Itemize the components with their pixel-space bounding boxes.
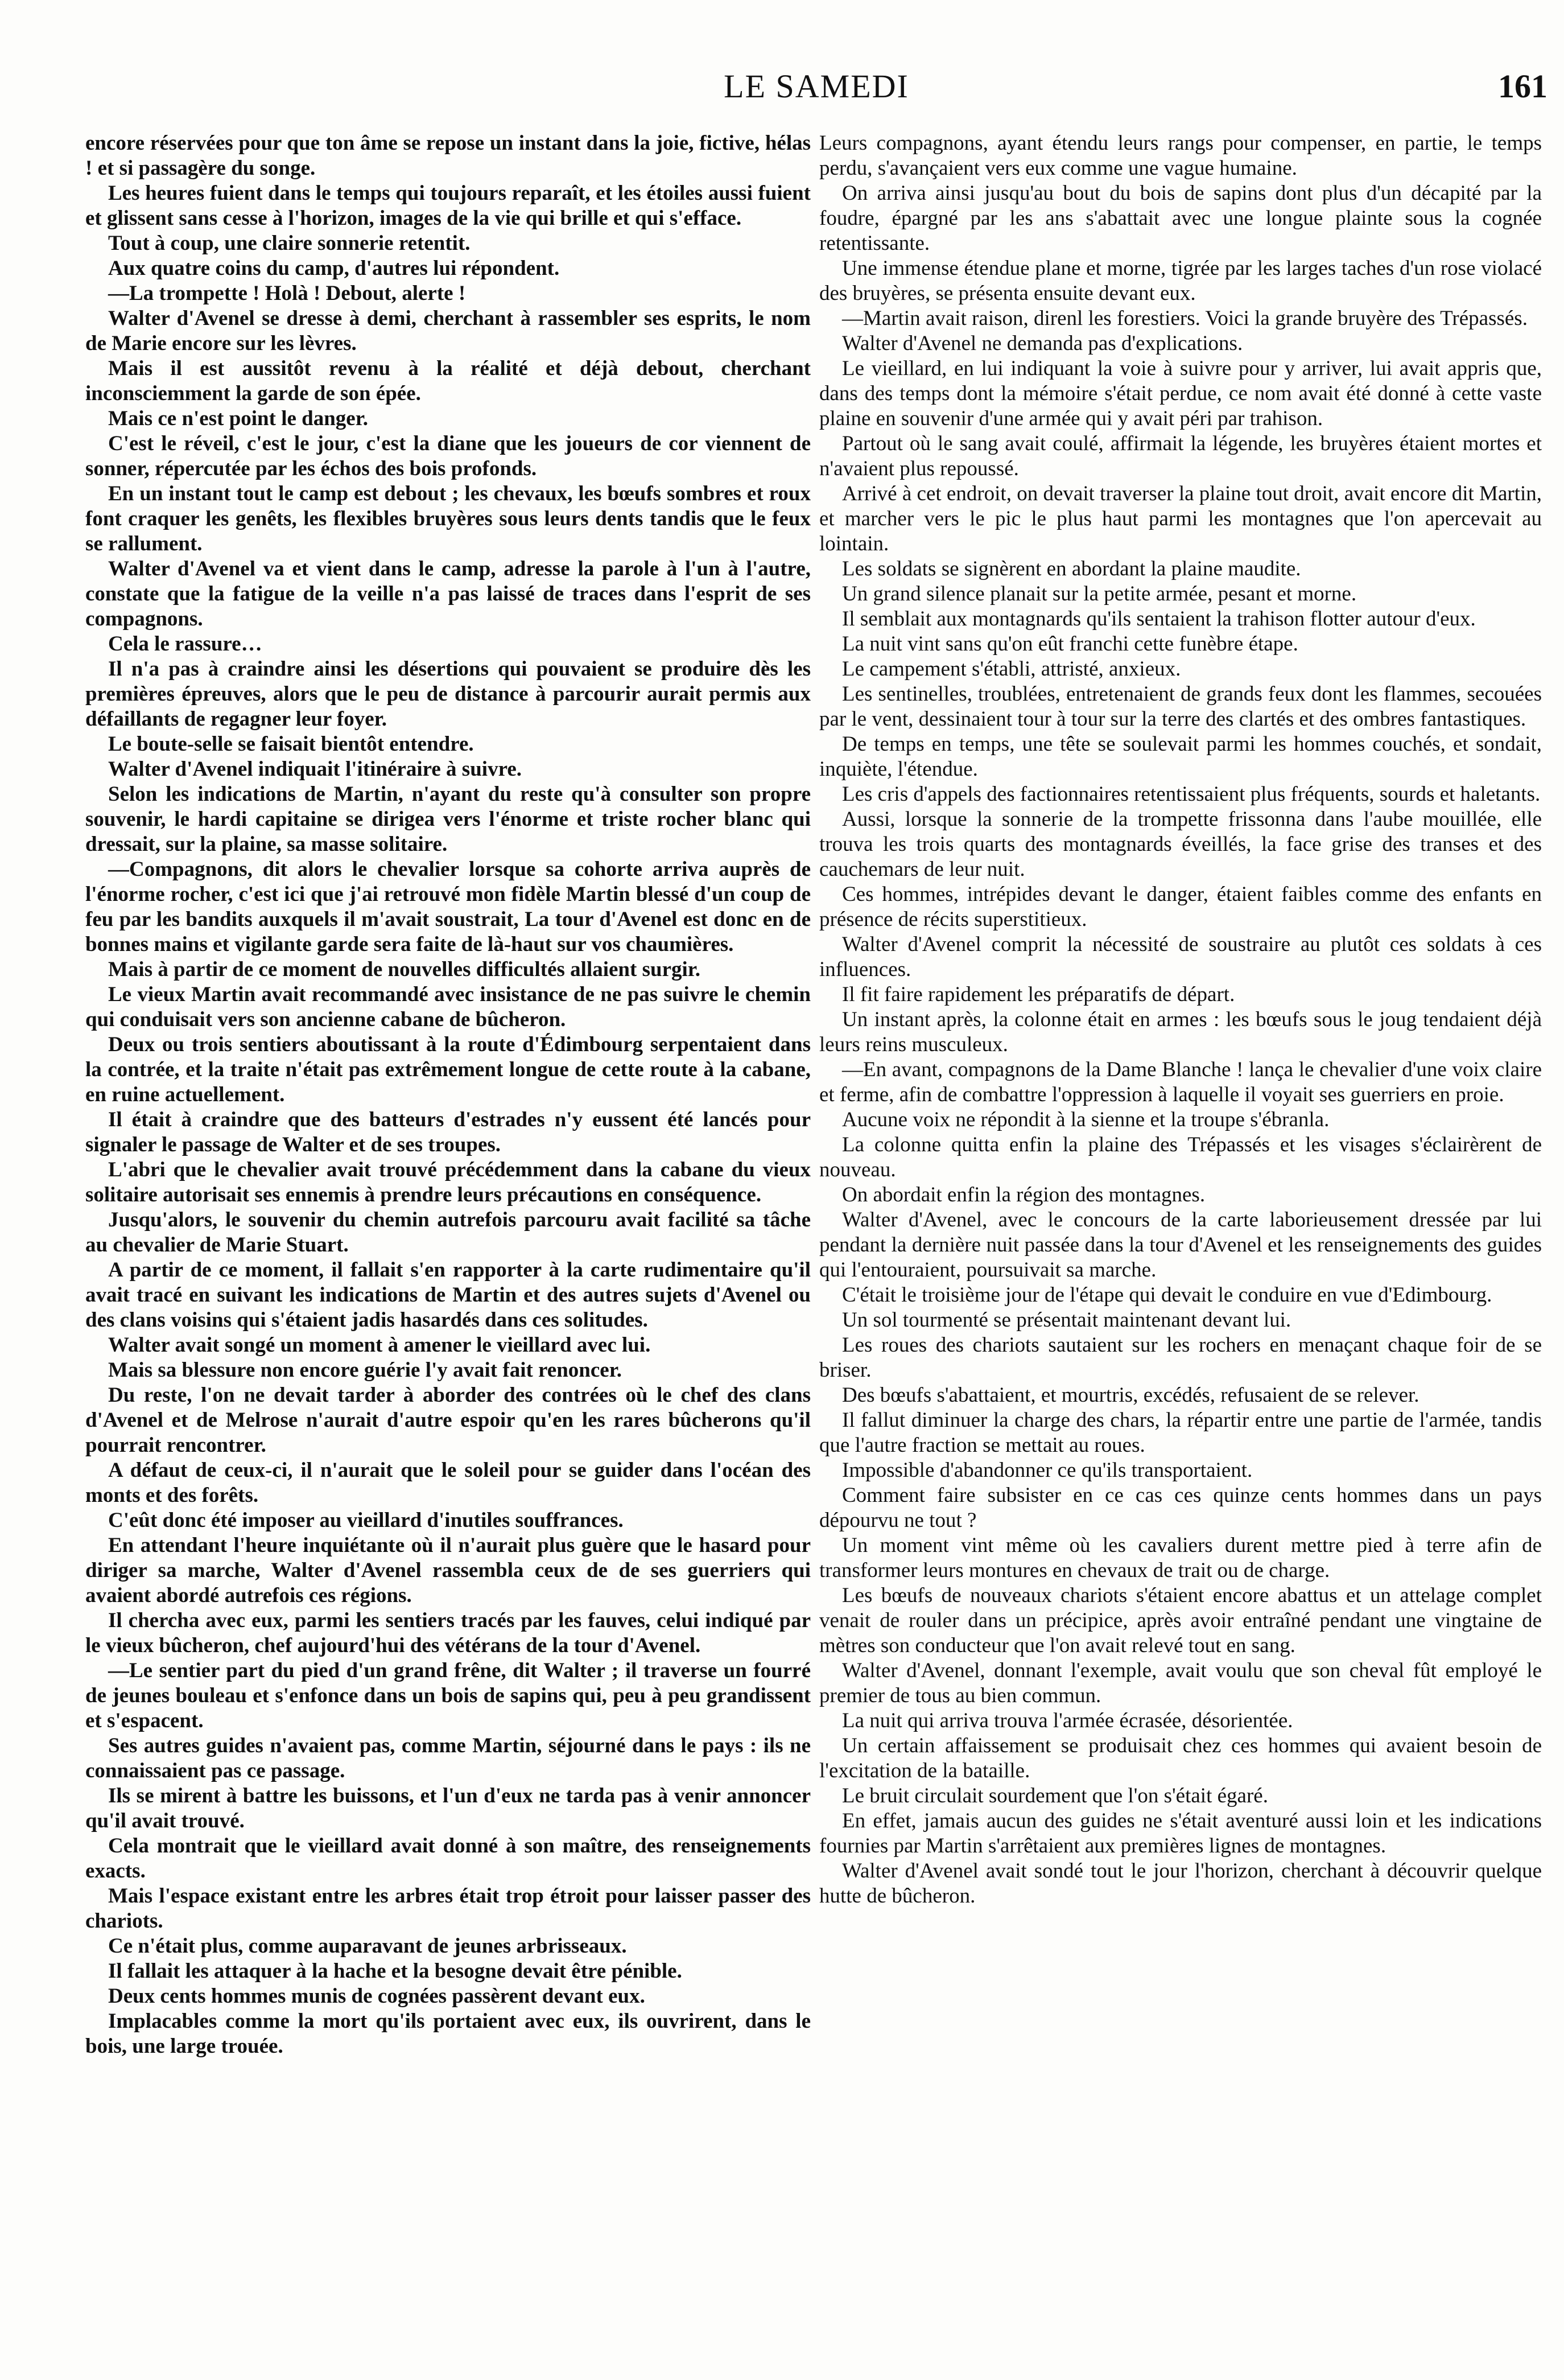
paragraph: Les soldats se signèrent en abordant la plaine maudite. — [842, 557, 1301, 580]
paragraph: Walter d'Avenel ne demanda pas d'explications. — [842, 332, 1243, 355]
paragraph: Walter d'Avenel, avec le concours de la carte laborieusement dressée par lui pendant la dernière nuit passée dans la tour d'Avenel et les renseignements des guides qui l'entouraient, poursuivait sa marche. — [819, 1208, 1542, 1282]
paragraph: Jusqu'alors, le souvenir du chemin autrefois parcouru avait facilité sa tâche au chevalier de Marie Stuart. — [85, 1208, 811, 1257]
paragraph: Les bœufs de nouveaux chariots s'étaient encore abattus et un attelage complet venait de rouler dans un précipice, après avoir entraîné pendant une vingtaine de mètres son conducteur que l'on avait relevé tout en sang. — [819, 1584, 1542, 1657]
paragraph: Les sentinelles, troublées, entretenaient de grands feux dont les flammes, secouées par le vent, dessinaient tour à tour sur la terre des clartés et des ombres fantastiques. — [819, 682, 1542, 731]
paragraph: Mais l'espace existant entre les arbres était trop étroit pour laisser passer des chariots. — [85, 1884, 811, 1933]
paragraph: Ses autres guides n'avaient pas, comme Martin, séjourné dans le pays : ils ne connaissaient pas ce passage. — [85, 1734, 811, 1782]
paragraph: C'était le troisième jour de l'étape qui devait le conduire en vue d'Edimbourg. — [842, 1283, 1492, 1307]
paragraph: Un instant après, la colonne était en armes : les bœufs sous le joug tendaient déjà leurs reins musculeux. — [819, 1008, 1542, 1056]
paragraph: Il fit faire rapidement les préparatifs de départ. — [842, 983, 1235, 1006]
paragraph: Impossible d'abandonner ce qu'ils transportaient. — [842, 1459, 1253, 1482]
paragraph: En effet, jamais aucun des guides ne s'était aventuré aussi loin et les indications fournies par Martin s'arrêtaient aux premières lignes de montagnes. — [819, 1809, 1542, 1858]
paragraph: Le campement s'établi, attristé, anxieux. — [842, 657, 1181, 681]
paragraph: —En avant, compagnons de la Dame Blanche ! lança le chevalier d'une voix claire et ferme, afin de combattre l'oppression à laquelle il voyait ses guerriers en proie. — [819, 1058, 1542, 1106]
paragraph: Le bruit circulait sourdement que l'on s'était égaré. — [842, 1784, 1268, 1807]
paragraph: Aux quatre coins du camp, d'autres lui répondent. — [108, 257, 560, 280]
left-column — [85, 131, 811, 2059]
paragraph: Un moment vint même où les cavaliers durent mettre pied à terre afin de transformer leurs montures en chevaux de trait ou de charge. — [819, 1534, 1542, 1582]
paragraph: Selon les indications de Martin, n'ayant du reste qu'à consulter son propre souvenir, le hardi capitaine se dirigea vers l'énorme et triste rocher blanc qui dressait, sur la plaine, sa masse solitaire. — [85, 783, 811, 856]
paragraph: Walter d'Avenel avait sondé tout le jour l'horizon, cherchant à découvrir quelque hutte de bûcheron. — [819, 1859, 1542, 1908]
paragraph: En un instant tout le camp est debout ; les chevaux, les bœufs sombres et roux font craquer les genêts, les flexibles bruyères sous leurs dents tandis que le feux se rallument. — [85, 482, 811, 555]
page-header — [85, 67, 1548, 118]
paragraph: —La trompette ! Holà ! Debout, alerte ! — [108, 282, 466, 305]
paragraph: Leurs compagnons, ayant étendu leurs rangs pour compenser, en partie, le temps perdu, s'avançaient vers eux comme une vague humaine. — [819, 131, 1542, 180]
paragraph: Walter d'Avenel indiquait l'itinéraire à suivre. — [108, 757, 522, 781]
paragraph: La nuit qui arriva trouva l'armée écrasée, désorientée. — [842, 1709, 1293, 1732]
paragraph: Ce n'était plus, comme auparavant de jeunes arbrisseaux. — [108, 1934, 627, 1958]
paragraph: Implacables comme la mort qu'ils portaient avec eux, ils ouvrirent, dans le bois, une large trouée. — [85, 2010, 811, 2058]
paragraph: L'abri que le chevalier avait trouvé précédemment dans la cabane du vieux solitaire autorisait ses ennemis à prendre leurs précautions en conséquence. — [85, 1158, 811, 1207]
paragraph: Ils se mirent à battre les buissons, et l'un d'eux ne tarda pas à venir annoncer qu'il avait trouvé. — [85, 1784, 811, 1833]
paragraph: Mais il est aussitôt revenu à la réalité et déjà debout, cherchant inconsciemment la garde de son épée. — [85, 357, 811, 405]
paragraph: C'est le réveil, c'est le jour, c'est la diane que les joueurs de cor viennent de sonner, répercutée par les échos des bois profonds. — [85, 432, 811, 480]
paragraph: Il fallut diminuer la charge des chars, la répartir entre une partie de l'armée, tandis que l'autre fraction se mettait au roues. — [819, 1409, 1542, 1457]
paragraph: Le vieux Martin avait recommandé avec insistance de ne pas suivre le chemin qui conduisait vers son ancienne cabane de bûcheron. — [85, 983, 811, 1031]
paragraph: —Compagnons, dit alors le chevalier lorsque sa cohorte arriva auprès de l'énorme rocher, c'est ici que j'ai retrouvé mon fidèle Martin blessé d'un coup de feu par les bandits auxquels il m'avait soustrait, La tour d'Avenel est donc en de bonnes mains et vigilante garde sera faite de là-haut sur vos chaumières. — [85, 858, 811, 956]
paragraph: La nuit vint sans qu'on eût franchi cette funèbre étape. — [842, 632, 1298, 656]
paragraph: —Martin avait raison, direnl les forestiers. Voici la grande bruyère des Trépassés. — [842, 307, 1528, 330]
paragraph: Deux ou trois sentiers aboutissant à la route d'Édimbourg serpentaient dans la contrée, et la traite n'était pas extrêmement longue de cette route à la cabane, en ruine actuellement. — [85, 1033, 811, 1106]
paragraph: Walter avait songé un moment à amener le vieillard avec lui. — [108, 1333, 651, 1357]
paragraph: Du reste, l'on ne devait tarder à aborder des contrées où le chef des clans d'Avenel et de Melrose n'aurait d'autre espoir qu'en les rares bûcherons qu'il pourrait rencontrer. — [85, 1383, 811, 1457]
paragraph: De temps en temps, une tête se soulevait parmi les hommes couchés, et sondait, inquiète, l'étendue. — [819, 732, 1542, 781]
paragraph: Un sol tourmenté se présentait maintenant devant lui. — [842, 1308, 1291, 1332]
paragraph: Les roues des chariots sautaient sur les rochers en menaçant chaque foir de se briser. — [819, 1333, 1542, 1382]
paragraph: Il chercha avec eux, parmi les sentiers tracés par les fauves, celui indiqué par le vieux bûcheron, chef aujourd'hui des vétérans de la tour d'Avenel. — [85, 1609, 811, 1657]
paragraph: On abordait enfin la région des montagnes. — [842, 1183, 1206, 1207]
paragraph: encore réservées pour que ton âme se repose un instant dans la joie, fictive, hélas ! et si passagère du songe. — [85, 131, 811, 180]
paragraph: Le vieillard, en lui indiquant la voie à suivre pour y arriver, lui avait appris que, dans des temps dont la mémoire s'était perdue, ce nom avait été donné à cette vaste plaine en souvenir d'une armée qui y avait péri par trahison. — [819, 357, 1542, 430]
paragraph: Il fallait les attaquer à la hache et la besogne devait être pénible. — [108, 1959, 682, 1983]
paragraph: Partout où le sang avait coulé, affirmait la légende, les bruyères étaient mortes et n'avaient plus repoussé. — [819, 432, 1542, 480]
right-column — [819, 131, 1542, 1909]
paragraph: Aucune voix ne répondit à la sienne et la troupe s'ébranla. — [842, 1108, 1330, 1131]
paragraph: A défaut de ceux-ci, il n'aurait que le soleil pour se guider dans l'océan des monts et des forêts. — [85, 1459, 811, 1507]
paragraph: Il semblait aux montagnards qu'ils sentaient la trahison flotter autour d'eux. — [842, 607, 1476, 631]
running-title: LE SAMEDI — [724, 68, 909, 105]
paragraph: Arrivé à cet endroit, on devait traverser la plaine tout droit, avait encore dit Martin, et marcher vers le pic le plus haut parmi les montagnes que l'on apercevait au lointain. — [819, 482, 1542, 555]
paragraph: Comment faire subsister en ce cas ces quinze cents hommes dans un pays dépourvu ne tout ? — [819, 1484, 1542, 1532]
paragraph: Cela montrait que le vieillard avait donné à son maître, des renseignements exacts. — [85, 1834, 811, 1883]
paragraph: Il n'a pas à craindre ainsi les désertions qui pouvaient se produire dès les premières épreuves, alors que le peu de distance à parcourir aurait permis aux défaillants de regagner leur foyer. — [85, 657, 811, 731]
paragraph: Walter d'Avenel se dresse à demi, cherchant à rassembler ses esprits, le nom de Marie encore sur les lèvres. — [85, 307, 811, 355]
paragraph: Des bœufs s'abattaient, et mourtris, excédés, refusaient de se relever. — [842, 1383, 1419, 1407]
paragraph: Il était à craindre que des batteurs d'estrades n'y eussent été lancés pour signaler le passage de Walter et de ses troupes. — [85, 1108, 811, 1156]
paragraph: A partir de ce moment, il fallait s'en rapporter à la carte rudimentaire qu'il avait tracé en suivant les indications de Martin et des autres sujets d'Avenel ou des clans voisins qui s'étaient jadis hasardés dans ces solitudes. — [85, 1258, 811, 1332]
paragraph: Walter d'Avenel va et vient dans le camp, adresse la parole à l'un à l'autre, constate que la fatigue de la veille n'a pas laissé de traces dans l'esprit de ses compagnons. — [85, 557, 811, 631]
paragraph: Un grand silence planait sur la petite armée, pesant et morne. — [842, 582, 1357, 606]
paragraph: Walter d'Avenel comprit la nécessité de soustraire au plutôt ces soldats à ces influences. — [819, 933, 1542, 981]
paragraph: Cela le rassure… — [108, 632, 262, 656]
paragraph: En attendant l'heure inquiétante où il n'aurait plus guère que le hasard pour diriger sa marche, Walter d'Avenel rassembla ceux de de ses guerriers qui avaient abordé autrefois ces régions. — [85, 1534, 811, 1607]
page-number: 161 — [1498, 68, 1548, 105]
paragraph: Deux cents hommes munis de cognées passèrent devant eux. — [108, 1984, 645, 2008]
paragraph: Les heures fuient dans le temps qui toujours reparaît, et les étoiles aussi fuient et glissent sans cesse à l'horizon, images de la vie qui brille et qui s'efface. — [85, 182, 811, 230]
paragraph: La colonne quitta enfin la plaine des Trépassés et les visages s'éclairèrent de nouveau. — [819, 1133, 1542, 1181]
paragraph: Aussi, lorsque la sonnerie de la trompette frissonna dans l'aube mouillée, elle trouva les trois quarts des montagnards éveillés, la face grise des transes et des cauchemars de leur nuit. — [819, 808, 1542, 881]
paragraph: Mais à partir de ce moment de nouvelles difficultés allaient surgir. — [108, 958, 701, 981]
paragraph: Un certain affaissement se produisait chez ces hommes qui avaient besoin de l'excitation de la bataille. — [819, 1734, 1542, 1782]
paragraph: Les cris d'appels des factionnaires retentissaient plus fréquents, sourds et haletants. — [842, 783, 1541, 806]
paragraph: Une immense étendue plane et morne, tigrée par les larges taches d'un rose violacé des bruyères, se présenta ensuite devant eux. — [819, 257, 1542, 305]
paragraph: C'eût donc été imposer au vieillard d'inutiles souffrances. — [108, 1509, 624, 1532]
paragraph: Mais sa blessure non encore guérie l'y avait fait renoncer. — [108, 1358, 622, 1382]
paragraph: Walter d'Avenel, donnant l'exemple, avait voulu que son cheval fût employé le premier de tous au bien commun. — [819, 1659, 1542, 1707]
paragraph: —Le sentier part du pied d'un grand frêne, dit Walter ; il traverse un fourré de jeunes bouleau et s'enfonce dans un bois de sapins qui, peu à peu grandissent et s'espacent. — [85, 1659, 811, 1732]
paragraph: Ces hommes, intrépides devant le danger, étaient faibles comme des enfants en présence de récits superstitieux. — [819, 883, 1542, 931]
paragraph: Mais ce n'est point le danger. — [108, 407, 369, 430]
paragraph: Tout à coup, une claire sonnerie retentit. — [108, 232, 471, 255]
paragraph: Le boute-selle se faisait bientôt entendre. — [108, 732, 474, 756]
paragraph: On arriva ainsi jusqu'au bout du bois de sapins dont plus d'un décapité par la foudre, épargné par les ans s'abattait avec une longue plainte sous la cognée retentissante. — [819, 182, 1542, 255]
